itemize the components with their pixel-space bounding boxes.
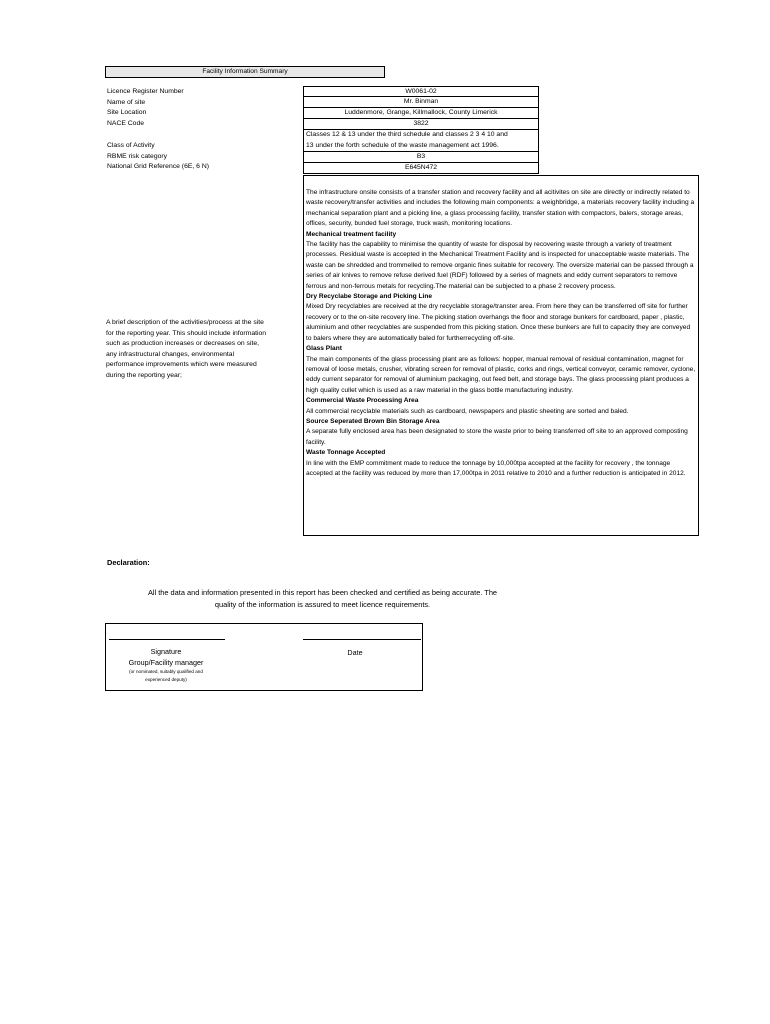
class-of-activity-label: Class of Activity bbox=[107, 142, 155, 149]
rbme-value: B3 bbox=[303, 152, 539, 163]
signature-box bbox=[105, 623, 423, 691]
declaration-heading: Declaration: bbox=[107, 558, 150, 567]
site-name-label: Name of site bbox=[107, 98, 146, 106]
licence-number-label: Licence Register Number bbox=[107, 88, 184, 95]
summary-title: Facility Information Summary bbox=[105, 66, 385, 78]
section-text: A separate fully enclosed area has been designated to store the waste prior to being transferred off site to an approved composting facility. bbox=[306, 428, 688, 446]
section-text: The main components of the glass processing plant are as follows: hopper, manual removal of residual contamination, magnet for removal of loose metals, crusher, vibrating screen for removal of plastic, corks and rings, vertical conveyor, ceramic remover, cyclone, eddy current separator for removal of aluminium packaging, out feed belt, and storage bays. The glass processing plant produces a high quality cullet which is used as a raw material in the glass bottle manufacturing industry. bbox=[306, 355, 696, 394]
rbme-label: RBME risk category bbox=[107, 152, 168, 160]
date-label: Date bbox=[347, 648, 363, 657]
signature-line bbox=[109, 639, 225, 640]
section-heading: Mechanical treatment facility bbox=[306, 230, 397, 238]
deputy-note-line2: experienced deputy) bbox=[145, 677, 187, 682]
section-text: The facility has the capability to minimise the quantity of waste for disposal by recovering waste through a variety of treatment processes. Residual waste is accepted in the Mechanical Treatment Facility and is inspected for unacceptable waste materials. The waste can be shredded and trommelled to remove organic fines suitable for recovery. The oversize material can be passed through a series of air knives to remove refuse derived fuel (RDF) followed by a series of magnets and eddy current separators to remove ferrous and non-ferrous metals for recycling.The material can be subjected to a phase 2 recovery process. bbox=[306, 241, 694, 290]
site-location-value: Luddenmore, Grange, Killmallock, County Limerick bbox=[303, 108, 539, 119]
grid-ref-value: E645N472 bbox=[303, 163, 539, 174]
section-heading: Dry Recyclabe Storage and Picking Line bbox=[306, 293, 433, 301]
section-heading: Waste Tonnage Accepted bbox=[306, 449, 386, 457]
description-intro: The infrastructure onsite consists of a transfer station and recovery facility and all acitivites on site are directly or indirectly related to waste recovery/transfer activities and includes the following main components: a weighbridge, a materials recovery facility including a mechanical separation plant and a picking line, a glass processing facility, transfer station with compactors, balers, storage areas, offices, security, bunded fuel storage, truck wash, monitoring locations. bbox=[306, 189, 695, 228]
activity-description bbox=[303, 175, 699, 536]
class-of-activity-value bbox=[303, 130, 539, 152]
section-heading: Source Seperated Brown Bin Storage Area bbox=[306, 417, 440, 425]
section-heading: Commercial Waste Processing Area bbox=[306, 397, 419, 405]
grid-ref-label: National Grid Reference (6E, 6 N) bbox=[107, 163, 209, 170]
declaration-line1: All the data and information presented in this report has been checked and certified as being accurate. The bbox=[147, 588, 498, 597]
declaration-line2: quality of the information is assured to meet licence requirements. bbox=[214, 600, 431, 609]
signature-label: Signature bbox=[150, 647, 182, 656]
description-label: A brief description of the activities/process at the site for the reporting year. This should include information such as production increases or decreases on site, any infrastructural changes, environmental performance improvements which were measured during the reporting year; bbox=[106, 319, 267, 379]
role-label: Group/Facility manager bbox=[128, 658, 204, 667]
site-name-value: Mr. Binman bbox=[303, 97, 539, 108]
section-text: All commercial recyclable materials such as cardboard, newspapers and plastic sheeting are sorted and baled. bbox=[306, 407, 629, 415]
licence-number-value: W0061-02 bbox=[303, 86, 539, 97]
section-text: In line with the EMP commitment made to reduce the tonnage by 10,000tpa accepted at the facility for recovery , the tonnage accepted at the facility was reduced by more than 17,000tpa in 2011 relative to 2010 and a further reduction is anticipated in 2012. bbox=[306, 459, 686, 477]
nace-code-label: NACE Code bbox=[107, 119, 145, 127]
signature-block bbox=[106, 646, 226, 684]
class-of-activity-line2: 13 under the forth schedule of the waste management act 1996. bbox=[306, 141, 499, 149]
site-location-label: Site Location bbox=[107, 109, 147, 116]
deputy-note-line1: (or nominated, suitably qualified and bbox=[129, 669, 203, 674]
nace-code-value: 3822 bbox=[303, 119, 539, 130]
section-text: Mixed Dry recyclables are received at the dry recyclable storage/transter area. From here they can be transferred off site for further recovery or to the on-site recovery line. The picking station overhangs the floor and storage bunkers for cardboard, paper , plastic, aluminium and other recyclables are suspended from this picking station. Once these bunkers are full to capacity they are conveyed to balers where they are automatically baled for furtherrecycling off-site. bbox=[306, 303, 691, 342]
date-line bbox=[303, 639, 421, 640]
section-heading: Glass Plant bbox=[306, 345, 342, 353]
class-of-activity-line1: Classes 12 & 13 under the third schedule and classes 2 3 4 10 and bbox=[306, 131, 508, 138]
declaration-text bbox=[105, 587, 540, 611]
